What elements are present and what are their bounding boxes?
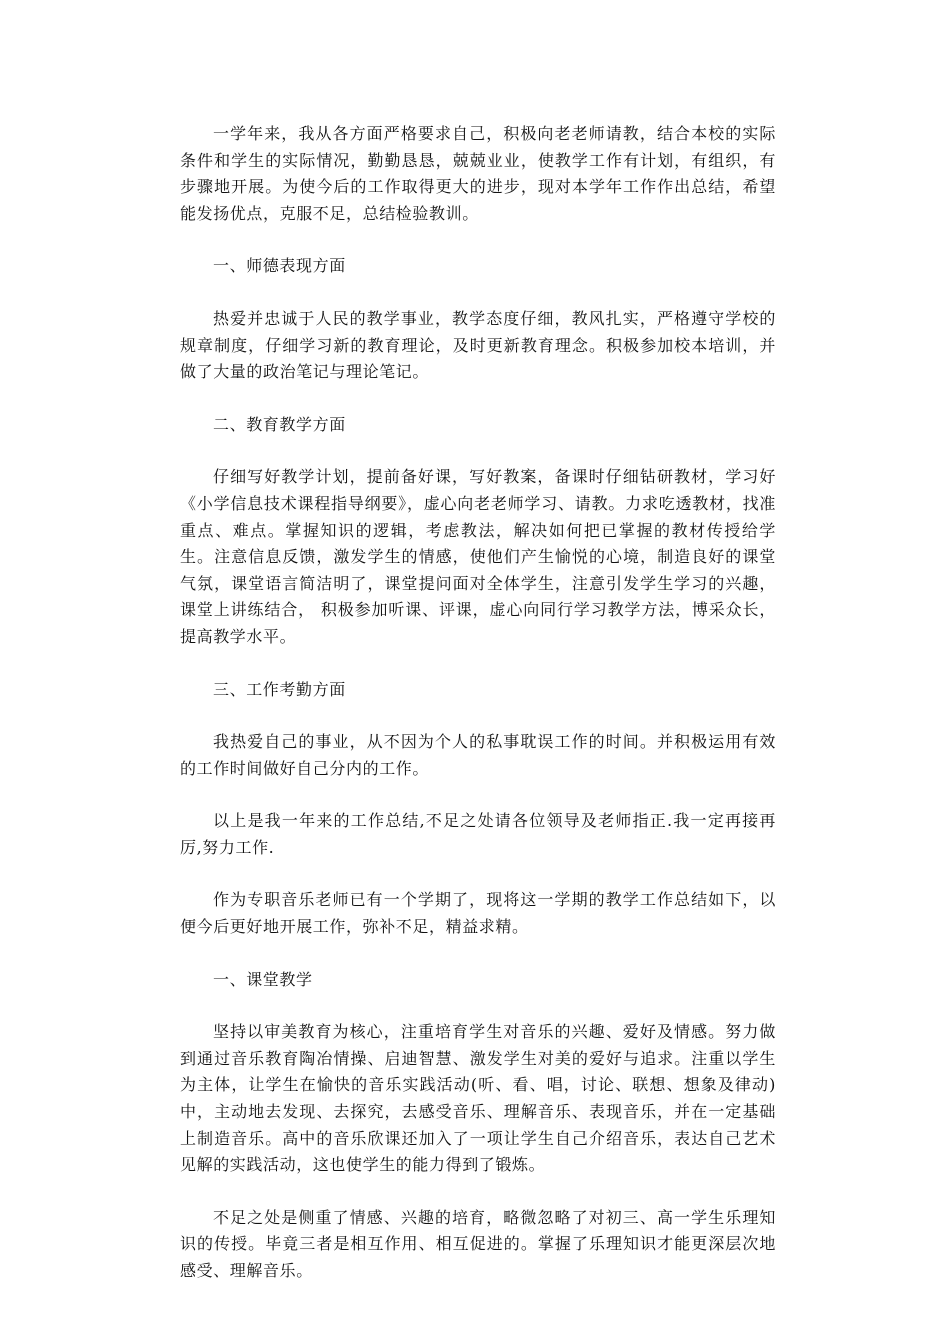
paragraph-closing: 以上是我一年来的工作总结,不足之处请各位领导及老师指正.我一定再接再厉,努力工作. [180, 811, 776, 857]
paragraph-teaching: 仔细写好教学计划，提前备好课，写好教案，备课时仔细钻研教材，学习好《小学信息技术课程指导纲要》，虚心向老老师学习、请教。力求吃透教材，找准重点、难点。掌握知识的逻辑，考虑教法，解决如何把已掌握的教材传授给学生。注意信息反馈，激发学生的情感，使他们产生愉悦的心境，制造良好的课堂气氛，课堂语言简洁明了，课堂提问面对全体学生，注意引发学生学习的兴趣，课堂上讲练结合， 积极参加听课、评课，虚心向同行学习教学方法，博采众长，提高教学水平。 [180, 467, 776, 646]
paragraph-ethics: 热爱并忠诚于人民的教学事业，教学态度仔细，教风扎实，严格遵守学校的规章制度，仔细学习新的教育理论，及时更新教育理念。积极参加校本培训，并做了大量的政治笔记与理论笔记。 [180, 308, 776, 382]
paragraph-intro: 一学年来，我从各方面严格要求自己，积极向老老师请教，结合本校的实际条件和学生的实际情况，勤勤恳恳，兢兢业业，使教学工作有计划，有组织，有步骤地开展。为使今后的工作取得更大的进步，现对本学年工作作出总结，希望能发扬优点，克服不足，总结检验教训。 [180, 124, 776, 223]
section-heading-ethics: 一、师德表现方面 [213, 256, 346, 276]
paragraph-music-intro: 作为专职音乐老师已有一个学期了，现将这一学期的教学工作总结如下，以便今后更好地开展工作，弥补不足，精益求精。 [180, 890, 776, 937]
paragraph-attendance: 我热爱自己的事业，从不因为个人的私事耽误工作的时间。并积极运用有效的工作时间做好自己分内的工作。 [180, 732, 776, 778]
section-heading-teaching: 二、教育教学方面 [213, 414, 346, 434]
paragraph-classroom: 坚持以审美教育为核心，注重培育学生对音乐的兴趣、爱好及情感。努力做到通过音乐教育陶冶情操、启迪智慧、激发学生对美的爱好与追求。注重以学生为主体，让学生在愉快的音乐实践活动(听、看、唱，讨论、联想、想象及律动)中，主动地去发现、去探究，去感受音乐、理解音乐、表现音乐，并在一定基础上制造音乐。高中的音乐欣课还加入了一项让学生自己介绍音乐，表达自己艺术见解的实践活动，这也使学生的能力得到了锻炼。 [180, 1022, 776, 1175]
section-heading-attendance: 三、工作考勤方面 [213, 679, 346, 699]
document-page [180, 121, 776, 1311]
paragraph-shortcomings: 不足之处是侧重了情感、兴趣的培育，略微忽略了对初三、高一学生乐理知识的传授。毕竟三者是相互作用、相互促进的。掌握了乐理知识才能更深层次地感受、理解音乐。 [180, 1207, 776, 1280]
section-heading-classroom: 一、课堂教学 [213, 969, 313, 989]
